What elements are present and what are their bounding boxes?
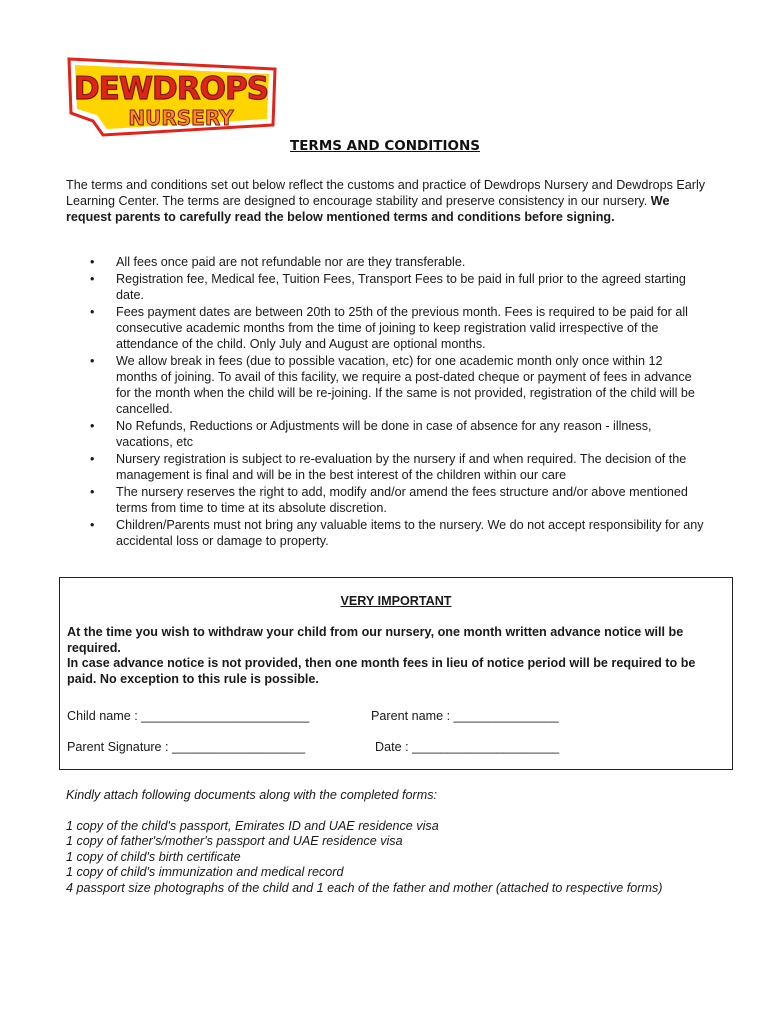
intro-text: The terms and conditions set out below reflect the customs and practice of Dewdrops Nursery and Dewdrops Early Learning Center. The terms are designed to encourage stability and preserve consistency in our nursery.	[66, 178, 706, 208]
page-title: TERMS AND CONDITIONS	[290, 138, 480, 154]
withdrawal-notice-line1: At the time you wish to withdraw your child from our nursery, one month written advance notice will be required.	[67, 625, 684, 655]
important-notice-box	[59, 577, 733, 770]
withdrawal-notice-line2: In case advance notice is not provided, then one month fees in lieu of notice period will be required to be paid. No exception to this rule is possible.	[67, 656, 696, 686]
term-item: • Fees payment dates are between 20th to 25th of the previous month. Fees is required to be paid for all consecutive academic months from the time of joining to keep registration valid irrespective of the attendance of the child. Only July and August are optional months.	[90, 305, 688, 351]
parent-signature-field[interactable]: Parent Signature : ___________________	[67, 740, 306, 754]
parent-name-field[interactable]: Parent name : _______________	[371, 709, 559, 723]
dewdrops-nursery-logo	[63, 55, 279, 137]
logo-text-dewdrops: DEWDROPS	[73, 71, 269, 107]
intro-paragraph	[66, 177, 706, 225]
term-item: • Registration fee, Medical fee, Tuition Fees, Transport Fees to be paid in full prior to the agreed starting date.	[90, 272, 686, 302]
terms-list	[66, 254, 706, 550]
document-item: 1 copy of father's/mother's passport and UAE residence visa	[66, 834, 403, 848]
intro-bold-text: We request parents to carefully read the below mentioned terms and conditions before signing.	[66, 194, 670, 224]
document-item: 1 copy of child's immunization and medical record	[66, 865, 344, 879]
bullet-icon: •	[90, 452, 95, 466]
child-name-field[interactable]: Child name : ________________________	[67, 709, 310, 723]
document-item: 4 passport size photographs of the child and 1 each of the father and mother (attached to respective forms)	[66, 880, 663, 895]
bullet-icon: •	[90, 272, 95, 286]
bullet-icon: •	[90, 354, 95, 368]
documents-section	[66, 788, 716, 896]
term-item: • All fees once paid are not refundable nor are they transferable.	[90, 255, 466, 269]
date-field[interactable]: Date : _____________________	[375, 740, 560, 754]
document-item: 1 copy of the child's passport, Emirates ID and UAE residence visa	[66, 818, 439, 833]
term-item: • Children/Parents must not bring any valuable items to the nursery. We do not accept responsibility for any accidental loss or damage to property.	[90, 518, 704, 548]
term-item: • We allow break in fees (due to possible vacation, etc) for one academic month only once within 12 months of joining. To avail of this facility, we require a post-dated cheque or payment of fees in advance for the month when the child will be re-joining. If the same is not provided, registration of the child will be cancelled.	[90, 354, 695, 416]
term-item: • The nursery reserves the right to add, modify and/or amend the fees structure and/or above mentioned terms from time to time at its absolute discretion.	[90, 485, 688, 515]
logo-text-nursery: NURSERY	[128, 106, 234, 130]
bullet-icon: •	[90, 485, 95, 499]
withdrawal-notice	[67, 625, 707, 687]
bullet-icon: •	[90, 305, 95, 319]
document-item: 1 copy of child's birth certificate	[66, 849, 241, 864]
term-item: • No Refunds, Reductions or Adjustments will be done in case of absence for any reason - illness, vacations, etc	[90, 419, 652, 449]
bullet-icon: •	[90, 518, 95, 532]
documents-heading: Kindly attach following documents along with the completed forms:	[66, 788, 438, 802]
bullet-icon: •	[90, 419, 95, 433]
important-title: VERY IMPORTANT	[340, 594, 452, 608]
term-item: • Nursery registration is subject to re-evaluation by the nursery if and when required. The decision of the management is final and will be in the best interest of the children within our care	[90, 452, 687, 482]
bullet-icon: •	[90, 255, 95, 269]
